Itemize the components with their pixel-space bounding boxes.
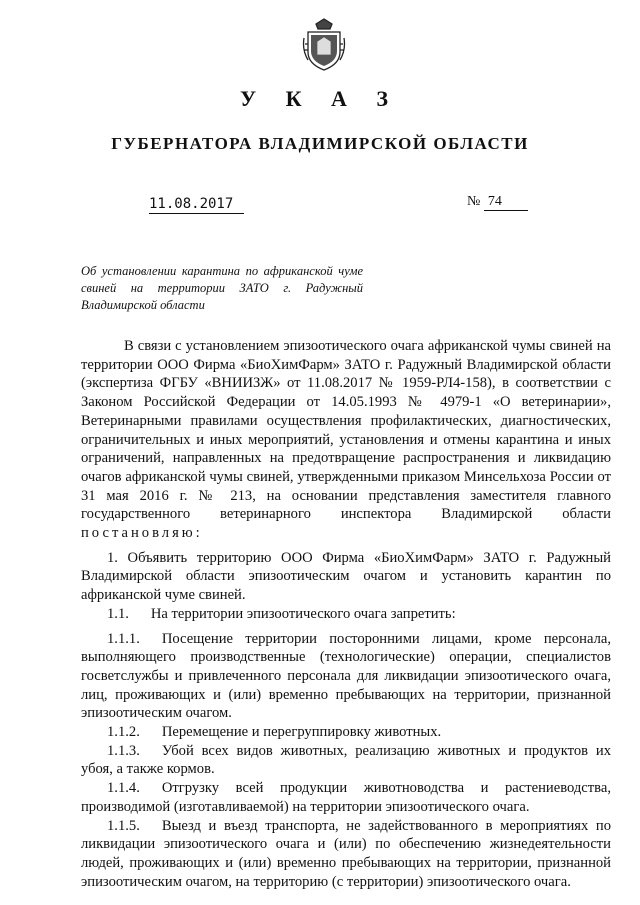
- item-text: Объявить территорию ООО Фирма «БиоХимФарм» ЗАТО г. Радужный Владимирской области эпизоотическим очагом и установить карантин по африканской чуме свиней.: [81, 549, 611, 604]
- item-number: 1.1.2.: [107, 724, 140, 741]
- document-number: [467, 194, 528, 211]
- document-body: [81, 337, 611, 891]
- list-item: [81, 630, 611, 724]
- decree-word: постановляю:: [81, 525, 203, 542]
- item-text: На территории эпизоотического очага запретить:: [150, 605, 456, 622]
- preamble-text: В связи с установлением эпизоотического очага африканской чумы свиней на территории ООО Фирма «БиоХимФарм» ЗАТО г. Радужный Владимирской области (экспертиза ФГБУ «ВНИИЗЖ» от 11.08.2017 № 1959-РЛ4-158), в соответствии с Законом Российской Федерации от 14.05.1993 № 4979-1 «О ветеринарии», Ветеринарными правилами осуществления профилактических, диагностических, ограничительных и иных мероприятий, установления и отмены карантина и иных ограничений, направленных на предотвращение распространения и ликвидацию очагов африканской чумы свиней, утвержденными приказом Минсельхоза России от 31 мая 2016 г. № 213, на основании представления заместителя главного государственного ветеринарного инспектора Владимирской области: [81, 338, 611, 523]
- list-item: [81, 742, 611, 779]
- list-item: [81, 549, 611, 605]
- item-text: Отгрузку всей продукции животноводства и растениеводства, производимой (изготавливаемой) на территории эпизоотического очага.: [81, 780, 611, 815]
- list-item: [81, 779, 611, 816]
- item-number: 1.1.: [107, 605, 129, 622]
- number-label: №: [467, 194, 481, 209]
- item-text: Выезд и въезд транспорта, не задействованного в мероприятиях по ликвидации эпизоотического очага и (или) по обеспечению жизнедеятельности людей, проживающих и (или) временно пребывающих на территории, признанной эпизоотическим очагом, на территорию (с территории) эпизоотического очага.: [81, 817, 611, 890]
- list-item: [81, 605, 611, 624]
- item-number: 1.1.3.: [107, 742, 140, 759]
- document-issuer: ГУБЕРНАТОРА ВЛАДИМИРСКОЙ ОБЛАСТИ: [111, 134, 529, 153]
- item-text: Перемещение и перегруппировку животных.: [161, 724, 442, 741]
- item-number: 1.1.5.: [107, 817, 140, 834]
- preamble: [81, 337, 611, 543]
- item-number: 1.1.1.: [107, 630, 140, 647]
- item-number: 1.1.4.: [107, 780, 140, 797]
- item-number: 1.: [107, 549, 118, 566]
- document-date: 11.08.2017: [149, 196, 244, 214]
- number-value: 74: [484, 194, 528, 211]
- document-subject: Об установлении карантина по африканской чуме свиней на территории ЗАТО г. Радужный Владимирской области: [81, 264, 363, 312]
- list-item: [81, 817, 611, 892]
- document-title: У К А З: [239, 86, 401, 111]
- list-item: [81, 723, 611, 742]
- coat-of-arms-emblem: [302, 18, 346, 72]
- item-text: Убой всех видов животных, реализацию животных и продуктов их убоя, а также кормов.: [81, 742, 611, 778]
- item-text: Посещение территории посторонними лицами, кроме персонала, выполняющего производственные (технологические) операции, специалистов госветслужбы и привлеченного персонала для ликвидации эпизоотического очага, лиц, проживающих и (или) временно пребывающих на территории, признанной эпизоотическим очагом.: [81, 630, 611, 722]
